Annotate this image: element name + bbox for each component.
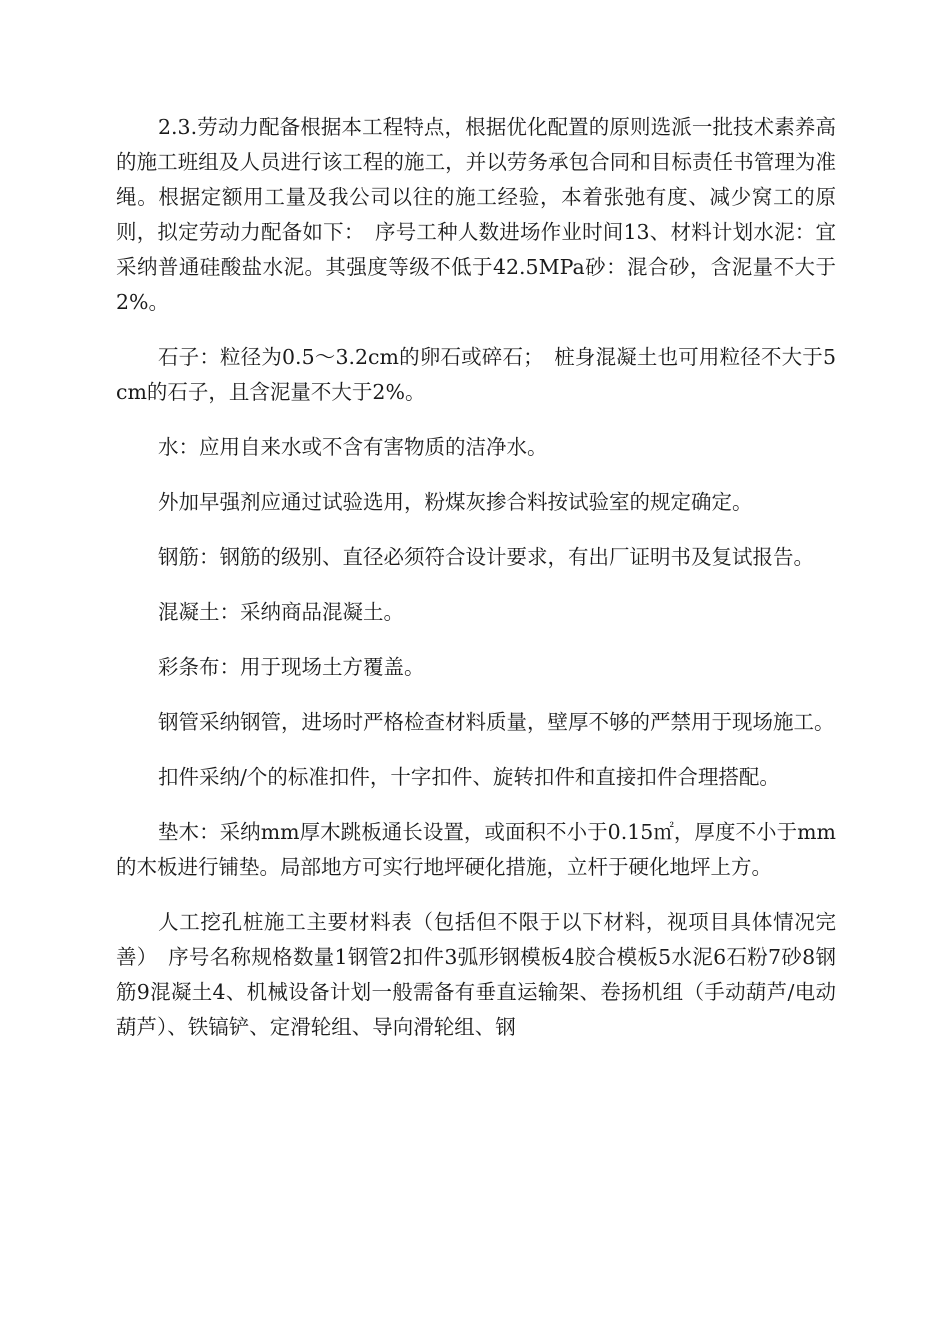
paragraph-fasteners: 扣件采纳/个的标准扣件，十字扣件、旋转扣件和直接扣件合理搭配。: [158, 765, 780, 789]
paragraph-water: 水：应用自来水或不含有害物质的洁净水。: [158, 435, 548, 459]
paragraph-tarp: 彩条布：用于现场土方覆盖。: [158, 655, 425, 679]
paragraph-sleepers: 垫木：采纳mm厚木跳板通长设置，或面积不小于0.15㎡，厚度不小于mm的木板进行铺垫。局部地方可实行地坪硬化措施，立杆于硬化地坪上方。: [116, 820, 836, 879]
paragraph-stones: 石子：粒径为0.5～3.2cm的卵石或碎石； 桩身混凝土也可用粒径不大于5cm的石子，且含泥量不大于2%。: [116, 345, 836, 404]
paragraph-admixture: 外加早强剂应通过试验选用，粉煤灰掺合料按试验室的规定确定。: [158, 490, 753, 514]
paragraph-materials-table: 人工挖孔桩施工主要材料表（包括但不限于以下材料，视项目具体情况完善） 序号名称规格数量1钢管2扣件3弧形钢模板4胶合模板5水泥6石粉7砂8钢筋9混凝土4、机械设备计划一般需备有垂直运输架、卷扬机组（手动葫芦/电动葫芦）、铁镐铲、定滑轮组、导向滑轮组、钢: [116, 910, 836, 1039]
paragraph-rebar: 钢筋：钢筋的级别、直径必须符合设计要求，有出厂证明书及复试报告。: [158, 545, 814, 569]
paragraph-steel-pipe: 钢管采纳钢管，进场时严格检查材料质量，壁厚不够的严禁用于现场施工。: [158, 710, 835, 734]
paragraph-concrete: 混凝土：采纳商品混凝土。: [158, 600, 404, 624]
paragraph-labor-and-materials: 2.3.劳动力配备根据本工程特点，根据优化配置的原则选派一批技术素养高的施工班组及人员进行该工程的施工，并以劳务承包合同和目标责任书管理为准绳。根据定额用工量及我公司以往的施工经验，本着张弛有度、减少窝工的原则，拟定劳动力配备如下： 序号工种人数进场作业时间13、材料计划水泥：宜采纳普通硅酸盐水泥。其强度等级不低于42.5MPa砂：混合砂，含泥量不大于2%。: [116, 115, 836, 314]
document-body: [116, 110, 836, 1065]
